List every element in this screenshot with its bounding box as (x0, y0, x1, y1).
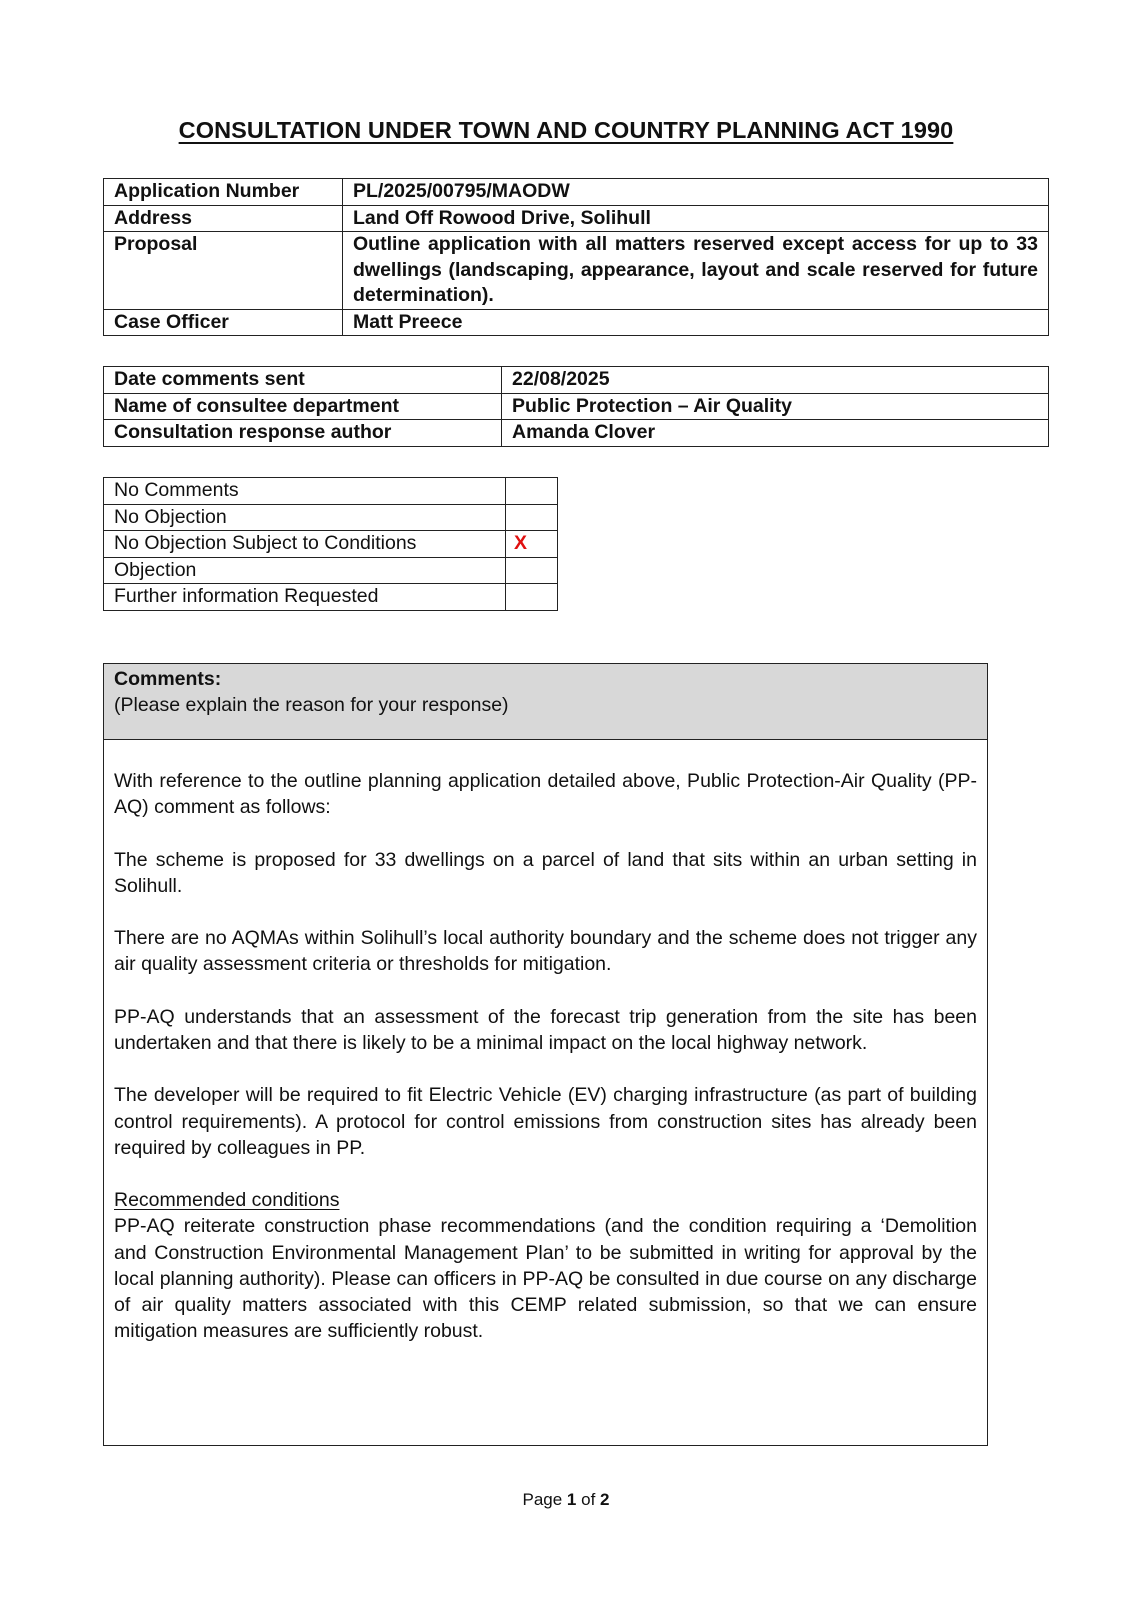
total-pages: 2 (600, 1490, 610, 1509)
page-footer (0, 1490, 1132, 1510)
table-row (104, 367, 1049, 394)
comments-header (104, 664, 987, 740)
table-row (104, 205, 1049, 232)
table-row (104, 232, 1049, 310)
table-row (104, 309, 1049, 336)
department-value: Public Protection – Air Quality (502, 393, 1049, 420)
comment-paragraph: With reference to the outline planning application detailed above, Public Protection-Air Quality (PP-AQ) comment as follows: (114, 770, 977, 819)
page-word: Page (522, 1490, 563, 1509)
option-checkbox-selected[interactable]: X (506, 531, 558, 558)
option-checkbox[interactable] (506, 478, 558, 505)
option-label: No Objection (104, 504, 506, 531)
comments-subheading: (Please explain the reason for your response) (114, 694, 509, 716)
consultation-meta-table (103, 366, 1049, 447)
department-label: Name of consultee department (104, 393, 502, 420)
response-option-objection (104, 557, 558, 584)
table-row (104, 420, 1049, 447)
application-number-label: Application Number (104, 179, 343, 206)
option-checkbox[interactable] (506, 557, 558, 584)
response-option-further-info (104, 584, 558, 611)
of-word: of (581, 1490, 596, 1509)
comments-heading: Comments: (114, 668, 222, 690)
comments-body (104, 740, 987, 1344)
comment-paragraph: The scheme is proposed for 33 dwellings on a parcel of land that sits within an urban setting in Solihull. (114, 848, 977, 897)
option-checkbox[interactable] (506, 584, 558, 611)
conditions-heading: Recommended conditions (114, 1189, 340, 1212)
comment-paragraph: The developer will be required to fit Electric Vehicle (EV) charging infrastructure (as part of building control requirements). A protocol for control emissions from construction sites has already been required by colleagues in PP. (114, 1084, 977, 1159)
case-officer-label: Case Officer (104, 309, 343, 336)
comments-box (103, 663, 988, 1446)
date-sent-label: Date comments sent (104, 367, 502, 394)
response-option-no-comments (104, 478, 558, 505)
author-label: Consultation response author (104, 420, 502, 447)
table-row (104, 393, 1049, 420)
address-value: Land Off Rowood Drive, Solihull (343, 205, 1049, 232)
application-number-value: PL/2025/00795/MAODW (343, 179, 1049, 206)
option-checkbox[interactable] (506, 504, 558, 531)
proposal-value: Outline application with all matters reserved except access for up to 33 dwellings (landscaping, appearance, layout and scale reserved for future determination). (343, 232, 1049, 310)
option-label: Further information Requested (104, 584, 506, 611)
address-label: Address (104, 205, 343, 232)
response-option-no-objection-conditions (104, 531, 558, 558)
date-sent-value: 22/08/2025 (502, 367, 1049, 394)
author-value: Amanda Clover (502, 420, 1049, 447)
option-label: Objection (104, 557, 506, 584)
response-options-table (103, 477, 558, 611)
table-row (104, 179, 1049, 206)
comment-paragraph: There are no AQMAs within Solihull’s local authority boundary and the scheme does not trigger any air quality assessment criteria or thresholds for mitigation. (114, 927, 977, 976)
comment-paragraph: PP-AQ understands that an assessment of the forecast trip generation from the site has been undertaken and that there is likely to be a minimal impact on the local highway network. (114, 1005, 977, 1054)
page-title: CONSULTATION UNDER TOWN AND COUNTRY PLANNING ACT 1990 (178, 117, 954, 143)
conditions-text: PP-AQ reiterate construction phase recommendations (and the condition requiring a ‘Demolition and Construction Environmental Management Plan’ to be submitted in writing for approval by the local planning authority). Please can officers in PP-AQ be consulted in due course on any discharge of air quality matters associated with this CEMP related submission, so that we can ensure mitigation measures are sufficiently robust. (114, 1215, 977, 1343)
current-page: 1 (566, 1490, 577, 1509)
option-label: No Comments (104, 478, 506, 505)
response-option-no-objection (104, 504, 558, 531)
case-officer-value: Matt Preece (343, 309, 1049, 336)
proposal-label: Proposal (104, 232, 343, 310)
option-label: No Objection Subject to Conditions (104, 531, 506, 558)
application-details-table (103, 178, 1049, 336)
